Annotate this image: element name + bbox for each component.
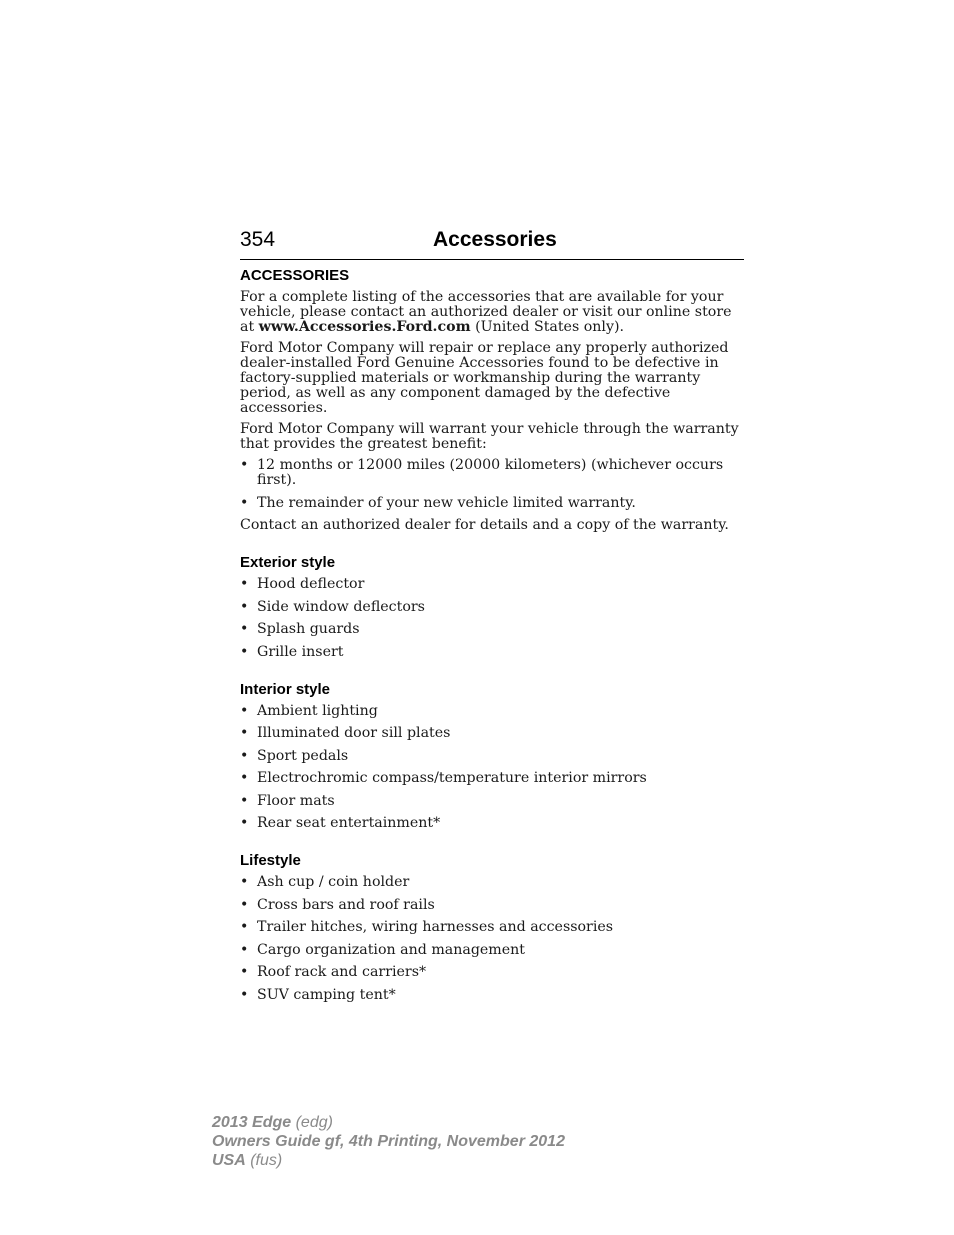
list-item: • Side window deflectors: [240, 600, 745, 615]
page-footer: [212, 1113, 565, 1170]
list-item: • Hood deflector: [240, 577, 745, 592]
exterior-style-heading: Exterior style: [240, 554, 336, 571]
chapter-title: Accessories: [433, 228, 557, 251]
warranty-paragraph: Ford Motor Company will warrant your vehicle through the warranty that provides the greatest benefit:: [240, 421, 739, 452]
list-item: • SUV camping tent*: [240, 988, 745, 1003]
list-item: • Electrochromic compass/temperature interior mirrors: [240, 771, 745, 786]
list-item: • 12 months or 12000 miles (20000 kilometers) (whichever occurs first).: [240, 458, 745, 488]
list-item: • Sport pedals: [240, 749, 745, 764]
page-content: [240, 267, 745, 1003]
footer-market-code: (fus): [245, 1152, 283, 1169]
list-item: • Roof rack and carriers*: [240, 965, 745, 980]
footer-model: 2013 Edge: [212, 1114, 292, 1131]
list-item: • Floor mats: [240, 794, 745, 809]
repair-paragraph: Ford Motor Company will repair or replace any properly authorized dealer-installed Ford Genuine Accessories found to be defective in factory-supplied materials or workmanship during the warranty period, as well as any component damaged by the defective accessories.: [240, 340, 729, 416]
intro-text: For a complete listing of the accessories that are available for your vehicle, please contact an authorized dealer or visit our online store at: [240, 289, 732, 335]
footer-market: USA: [212, 1152, 246, 1169]
page-number: 354: [240, 228, 276, 251]
footer-line-market: [212, 1151, 565, 1170]
interior-style-list: [240, 704, 745, 832]
list-item: • Illuminated door sill plates: [240, 726, 745, 741]
intro-text-end: (United States only).: [470, 319, 625, 335]
lifestyle-heading: Lifestyle: [240, 852, 301, 869]
footer-line-printing: Owners Guide gf, 4th Printing, November 2012: [212, 1133, 565, 1150]
footer-line-model: [212, 1113, 565, 1132]
list-item: • Rear seat entertainment*: [240, 816, 745, 831]
accessories-website: www.Accessories.Ford.com: [258, 319, 471, 335]
list-item: • Cross bars and roof rails: [240, 898, 745, 913]
list-item: • Ash cup / coin holder: [240, 875, 745, 890]
list-item: • The remainder of your new vehicle limited warranty.: [240, 496, 745, 511]
list-item: • Splash guards: [240, 622, 745, 637]
list-item: • Cargo organization and management: [240, 943, 745, 958]
list-item: • Grille insert: [240, 645, 745, 660]
page-header: [240, 228, 744, 260]
list-item: • Ambient lighting: [240, 704, 745, 719]
interior-style-heading: Interior style: [240, 680, 331, 698]
contact-paragraph: Contact an authorized dealer for details and a copy of the warranty.: [240, 517, 729, 533]
warranty-list: [240, 458, 745, 511]
section-title: ACCESSORIES: [240, 267, 350, 284]
exterior-style-list: [240, 577, 745, 660]
list-item: • Trailer hitches, wiring harnesses and accessories: [240, 920, 745, 935]
footer-model-code: (edg): [291, 1114, 333, 1131]
lifestyle-list: [240, 875, 745, 1003]
intro-paragraph: [240, 290, 745, 335]
